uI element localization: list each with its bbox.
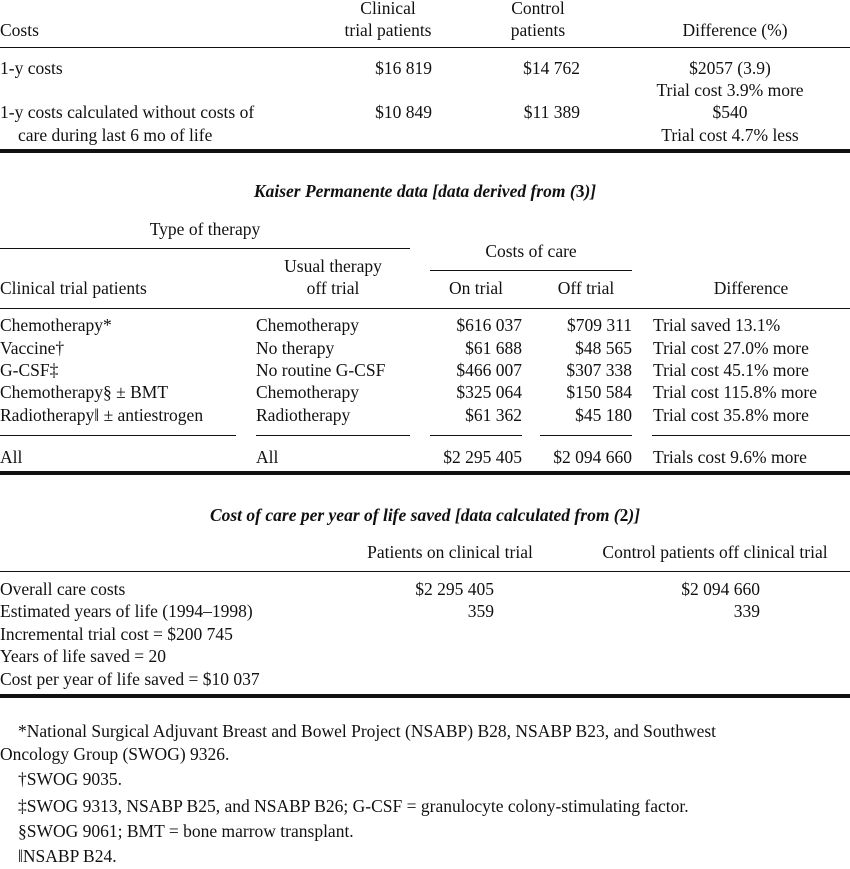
table-row-usual: No routine G-CSF — [256, 360, 386, 380]
table-row-usual: Chemotherapy — [256, 315, 360, 335]
header-control-line2: patients — [510, 20, 566, 40]
header-costs-of-care: Costs of care — [485, 241, 577, 261]
type-of-therapy-rule — [0, 248, 410, 249]
table-row-diff: Trial cost 115.8% more — [653, 382, 817, 402]
total-rule-on — [430, 435, 522, 436]
table-row-usual: No therapy — [256, 338, 335, 358]
footnote-5: ‖NSABP B24. — [18, 846, 117, 866]
table-row-label: Overall care costs — [0, 579, 126, 599]
table-row-usual: Chemotherapy — [256, 382, 360, 402]
table-row-clinical: Chemotherapy§ ± BMT — [0, 382, 169, 402]
table2-bottom-rule — [0, 471, 850, 475]
row2-diff-line1: $540 — [712, 102, 748, 122]
row1-diff-line2: Trial cost 3.9% more — [656, 80, 804, 100]
table-row-on: $466 007 — [456, 360, 522, 380]
header-control-line1: Control — [511, 0, 565, 18]
summary-cost-per-year: Cost per year of life saved = $10 037 — [0, 669, 260, 689]
table-row-off: 339 — [733, 601, 760, 621]
summary-incremental-cost: Incremental trial cost = $200 745 — [0, 624, 233, 644]
table-row-usual: Radiotherapy — [256, 405, 351, 425]
footnote-1-line1: *National Surgical Adjuvant Breast and Bowel Project (NSABP) B28, NSABP B23, and Southwest — [18, 721, 717, 741]
table-row-diff: Trial cost 35.8% more — [653, 405, 809, 425]
total-rule-off — [540, 435, 632, 436]
table-row-clinical: G-CSF‡ — [0, 360, 59, 380]
table-row-diff: Trial cost 45.1% more — [653, 360, 809, 380]
row2-control: $11 389 — [523, 102, 580, 122]
header-off-clinical-trial: Control patients off clinical trial — [602, 542, 828, 562]
costs-of-care-rule — [430, 270, 632, 271]
table-row-clinical: Vaccine† — [0, 338, 65, 358]
total-rule-diff — [652, 435, 850, 436]
row2-diff-line2: Trial cost 4.7% less — [661, 125, 799, 145]
table2-header-rule — [0, 308, 850, 309]
footnote-2: †SWOG 9035. — [18, 769, 123, 789]
table-row-on: $616 037 — [456, 315, 522, 335]
table-row-on: $61 688 — [465, 338, 522, 358]
table2-title: Kaiser Permanente data [data derived from (3)] — [253, 181, 597, 201]
row2-clinical: $10 849 — [375, 102, 432, 122]
table-row-label: Estimated years of life (1994–1998) — [0, 601, 253, 621]
header-on-trial: On trial — [449, 278, 503, 298]
total-usual: All — [256, 447, 279, 467]
total-off: $2 094 660 — [553, 447, 632, 467]
table1-header-rule — [0, 47, 850, 48]
table-row-clinical: Radiotherapy‖ ± antiestrogen — [0, 405, 204, 425]
header-clinical-line2: trial patients — [344, 20, 432, 40]
header-clinical-trial-patients: Clinical trial patients — [0, 278, 147, 298]
table-row-off: $48 565 — [575, 338, 632, 358]
table-row-diff: Trial cost 27.0% more — [653, 338, 809, 358]
row1-label: 1-y costs — [0, 58, 63, 78]
header-off-trial: Off trial — [557, 278, 615, 298]
header-usual-line2: off trial — [306, 278, 360, 298]
row2-label-line2: care during last 6 mo of life — [18, 125, 213, 145]
header-clinical-line1: Clinical — [360, 0, 416, 18]
table-row-off: $150 584 — [566, 382, 632, 402]
total-clinical: All — [0, 447, 23, 467]
table3-title: Cost of care per year of life saved [data calculated from (2)] — [209, 505, 641, 525]
footnote-1-line2: Oncology Group (SWOG) 9326. — [0, 744, 230, 764]
header-costs: Costs — [0, 20, 39, 40]
total-rule-clinical — [0, 435, 236, 436]
table-row-clinical: Chemotherapy* — [0, 315, 112, 335]
table-row-off: $709 311 — [567, 315, 632, 335]
header-difference: Difference — [713, 278, 789, 298]
table-row-on: 359 — [467, 601, 494, 621]
table-row-on: $2 295 405 — [415, 579, 494, 599]
header-on-clinical-trial: Patients on clinical trial — [367, 542, 533, 562]
total-diff: Trials cost 9.6% more — [653, 447, 807, 467]
table-row-diff: Trial saved 13.1% — [653, 315, 781, 335]
row1-diff-line1: $2057 (3.9) — [689, 58, 771, 78]
total-on: $2 295 405 — [443, 447, 522, 467]
row2-label-line1: 1-y costs calculated without costs of — [0, 102, 255, 122]
row1-clinical: $16 819 — [375, 58, 432, 78]
table1-bottom-rule — [0, 149, 850, 153]
table-row-off: $307 338 — [566, 360, 632, 380]
table-row-on: $325 064 — [456, 382, 522, 402]
total-rule-usual — [256, 435, 410, 436]
header-difference: Difference (%) — [682, 20, 788, 40]
footnote-3: ‡SWOG 9313, NSABP B25, and NSABP B26; G-CSF = granulocyte colony-stimulating factor. — [18, 796, 689, 816]
table-row-off: $45 180 — [575, 405, 632, 425]
header-usual-line1: Usual therapy — [284, 256, 382, 276]
table-row-off: $2 094 660 — [681, 579, 760, 599]
summary-years-saved: Years of life saved = 20 — [0, 646, 167, 666]
row1-control: $14 762 — [523, 58, 580, 78]
table3-header-rule — [0, 571, 850, 572]
table3-bottom-rule — [0, 694, 850, 698]
footnote-4: §SWOG 9061; BMT = bone marrow transplant. — [18, 821, 354, 841]
header-type-of-therapy: Type of therapy — [149, 219, 261, 239]
table-row-on: $61 362 — [465, 405, 522, 425]
